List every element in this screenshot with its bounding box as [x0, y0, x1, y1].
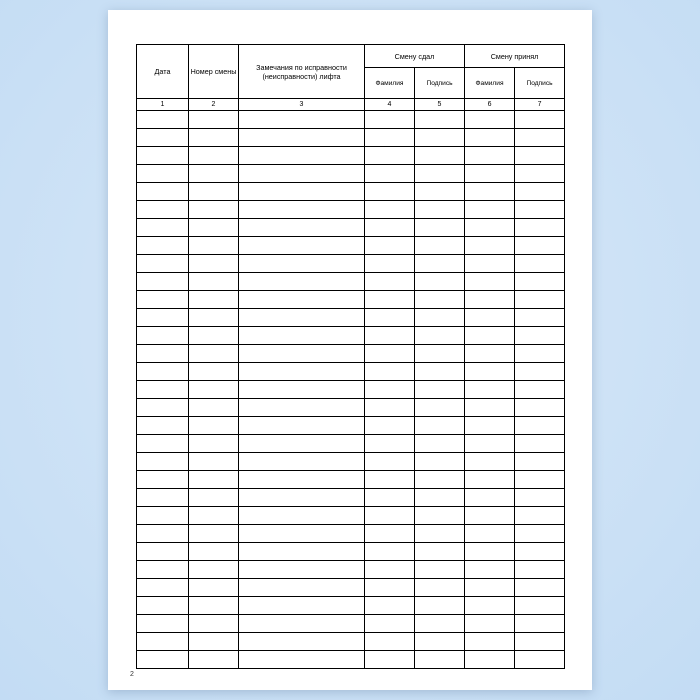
table-cell: [189, 237, 239, 255]
table-cell: [189, 435, 239, 453]
table-cell: [137, 381, 189, 399]
table-cell: [515, 399, 565, 417]
table-cell: [189, 255, 239, 273]
table-cell: [515, 273, 565, 291]
table-cell: [239, 435, 365, 453]
table-cell: [137, 561, 189, 579]
table-cell: [415, 525, 465, 543]
table-row: [137, 471, 565, 489]
table-cell: [515, 633, 565, 651]
table-cell: [239, 201, 365, 219]
table-cell: [189, 219, 239, 237]
header-shift-handed-over: Смену сдал: [365, 45, 465, 68]
table-cell: [415, 219, 465, 237]
table-cell: [415, 201, 465, 219]
header-row-groups: [137, 45, 565, 68]
table-row: [137, 237, 565, 255]
table-row: [137, 183, 565, 201]
table-cell: [515, 525, 565, 543]
table-cell: [415, 327, 465, 345]
table-cell: [515, 111, 565, 129]
table-cell: [415, 309, 465, 327]
header-shift-number: Номер смены: [189, 45, 239, 99]
table-cell: [137, 615, 189, 633]
table-cell: [239, 129, 365, 147]
table-cell: [239, 399, 365, 417]
table-cell: [465, 327, 515, 345]
table-cell: [515, 561, 565, 579]
table-cell: [415, 453, 465, 471]
table-cell: [465, 651, 515, 669]
table-cell: [239, 165, 365, 183]
table-row: [137, 327, 565, 345]
table-cell: [239, 273, 365, 291]
table-cell: [189, 183, 239, 201]
table-cell: [239, 525, 365, 543]
table-cell: [365, 363, 415, 381]
table-cell: [515, 129, 565, 147]
table-cell: [189, 363, 239, 381]
table-cell: [137, 291, 189, 309]
table-cell: [239, 219, 365, 237]
table-cell: [465, 435, 515, 453]
table-cell: [465, 201, 515, 219]
table-cell: [365, 111, 415, 129]
table-cell: [365, 507, 415, 525]
table-cell: [239, 543, 365, 561]
table-cell: [137, 651, 189, 669]
header-accepted-surname: Фамилия: [465, 68, 515, 99]
table-row: [137, 525, 565, 543]
table-cell: [515, 489, 565, 507]
table-cell: [415, 165, 465, 183]
table-cell: [137, 399, 189, 417]
table-cell: [415, 417, 465, 435]
table-cell: [365, 615, 415, 633]
table-cell: [365, 525, 415, 543]
table-cell: [137, 525, 189, 543]
table-cell: [137, 219, 189, 237]
header-date: Дата: [137, 45, 189, 99]
table-cell: [239, 453, 365, 471]
column-number-2: 2: [189, 99, 239, 111]
table-row: [137, 147, 565, 165]
table-row: [137, 651, 565, 669]
table-cell: [189, 327, 239, 345]
table-row: [137, 291, 565, 309]
table-cell: [239, 417, 365, 435]
table-cell: [515, 147, 565, 165]
table-cell: [189, 507, 239, 525]
table-cell: [189, 651, 239, 669]
table-cell: [515, 327, 565, 345]
table-cell: [365, 219, 415, 237]
table-cell: [515, 417, 565, 435]
table-cell: [465, 399, 515, 417]
table-cell: [515, 219, 565, 237]
table-cell: [189, 309, 239, 327]
table-row: [137, 309, 565, 327]
table-cell: [415, 273, 465, 291]
table-cell: [465, 255, 515, 273]
table-cell: [365, 309, 415, 327]
table-row: [137, 633, 565, 651]
table-header: [137, 45, 565, 99]
table-cell: [415, 615, 465, 633]
table-row: [137, 615, 565, 633]
table-cell: [365, 417, 415, 435]
table-cell: [515, 345, 565, 363]
table-cell: [239, 183, 365, 201]
table-cell: [515, 165, 565, 183]
header-handed-surname: Фамилия: [365, 68, 415, 99]
table-cell: [239, 507, 365, 525]
table-cell: [239, 345, 365, 363]
table-cell: [239, 489, 365, 507]
table-cell: [137, 543, 189, 561]
table-cell: [189, 615, 239, 633]
table-cell: [465, 453, 515, 471]
table-cell: [189, 345, 239, 363]
table-cell: [515, 435, 565, 453]
table-cell: [365, 633, 415, 651]
table-cell: [365, 183, 415, 201]
header-shift-accepted: Смену принял: [465, 45, 565, 68]
table-cell: [365, 255, 415, 273]
table-cell: [465, 633, 515, 651]
table-cell: [239, 237, 365, 255]
table-cell: [465, 525, 515, 543]
table-cell: [415, 435, 465, 453]
table-cell: [365, 291, 415, 309]
table-cell: [189, 489, 239, 507]
table-row: [137, 435, 565, 453]
table-cell: [189, 165, 239, 183]
table-cell: [415, 381, 465, 399]
table-cell: [189, 399, 239, 417]
table-cell: [239, 633, 365, 651]
table-cell: [515, 237, 565, 255]
table-cell: [365, 381, 415, 399]
table-cell: [465, 417, 515, 435]
table-cell: [415, 543, 465, 561]
table-cell: [415, 633, 465, 651]
table-cell: [137, 201, 189, 219]
table-cell: [365, 129, 415, 147]
table-cell: [365, 543, 415, 561]
table-cell: [137, 147, 189, 165]
column-number-4: 4: [365, 99, 415, 111]
table-cell: [189, 111, 239, 129]
table-cell: [365, 327, 415, 345]
table-cell: [137, 111, 189, 129]
table-cell: [189, 453, 239, 471]
table-cell: [189, 561, 239, 579]
table-cell: [415, 237, 465, 255]
table-cell: [365, 273, 415, 291]
table-cell: [365, 201, 415, 219]
table-cell: [189, 273, 239, 291]
table-cell: [365, 561, 415, 579]
table-cell: [239, 471, 365, 489]
table-cell: [415, 597, 465, 615]
table-cell: [515, 471, 565, 489]
table-cell: [137, 435, 189, 453]
table-cell: [415, 291, 465, 309]
table-cell: [239, 309, 365, 327]
table-cell: [415, 147, 465, 165]
table-cell: [465, 147, 515, 165]
table-cell: [365, 651, 415, 669]
table-cell: [137, 453, 189, 471]
table-cell: [465, 165, 515, 183]
table-cell: [239, 111, 365, 129]
table-cell: [137, 597, 189, 615]
table-cell: [465, 129, 515, 147]
table-cell: [137, 129, 189, 147]
table-cell: [137, 183, 189, 201]
table-cell: [365, 147, 415, 165]
table-cell: [137, 579, 189, 597]
header-remarks: Замечания по исправности (неисправности) лифта: [239, 45, 365, 99]
table-cell: [189, 525, 239, 543]
table-cell: [515, 453, 565, 471]
table-cell: [465, 561, 515, 579]
table-cell: [137, 309, 189, 327]
table-row: [137, 255, 565, 273]
table-row: [137, 579, 565, 597]
table-cell: [137, 255, 189, 273]
table-cell: [515, 255, 565, 273]
table-cell: [515, 615, 565, 633]
table-cell: [515, 651, 565, 669]
table-cell: [465, 471, 515, 489]
table-cell: [515, 291, 565, 309]
table-row: [137, 399, 565, 417]
table-cell: [465, 543, 515, 561]
table-cell: [415, 579, 465, 597]
table-cell: [415, 183, 465, 201]
column-number-3: 3: [239, 99, 365, 111]
header-handed-signature: Подпись: [415, 68, 465, 99]
column-number-5: 5: [415, 99, 465, 111]
table-cell: [365, 579, 415, 597]
column-number-6: 6: [465, 99, 515, 111]
table-cell: [465, 237, 515, 255]
table-cell: [415, 255, 465, 273]
column-number-1: 1: [137, 99, 189, 111]
table-row: [137, 507, 565, 525]
column-number-7: 7: [515, 99, 565, 111]
table-cell: [239, 597, 365, 615]
table-cell: [415, 399, 465, 417]
table-row: [137, 219, 565, 237]
table-cell: [465, 111, 515, 129]
table-row: [137, 201, 565, 219]
table-cell: [239, 291, 365, 309]
table-cell: [137, 273, 189, 291]
table-body: [137, 99, 565, 669]
table-cell: [465, 489, 515, 507]
table-cell: [515, 381, 565, 399]
table-cell: [515, 309, 565, 327]
table-cell: [465, 219, 515, 237]
table-cell: [189, 201, 239, 219]
table-cell: [415, 561, 465, 579]
table-cell: [189, 633, 239, 651]
table-cell: [515, 507, 565, 525]
table-cell: [515, 543, 565, 561]
table-row: [137, 165, 565, 183]
table-cell: [189, 543, 239, 561]
table-row: [137, 381, 565, 399]
table-cell: [137, 471, 189, 489]
table-row: [137, 417, 565, 435]
table-row: [137, 543, 565, 561]
table-cell: [365, 453, 415, 471]
table-cell: [137, 489, 189, 507]
table-cell: [465, 381, 515, 399]
table-cell: [465, 309, 515, 327]
table-cell: [239, 651, 365, 669]
table-row: [137, 453, 565, 471]
document-page: [108, 10, 592, 690]
table-cell: [365, 399, 415, 417]
table-cell: [465, 273, 515, 291]
table-cell: [365, 165, 415, 183]
table-cell: [189, 417, 239, 435]
table-cell: [239, 327, 365, 345]
table-cell: [465, 615, 515, 633]
table-cell: [365, 471, 415, 489]
table-cell: [189, 147, 239, 165]
header-accepted-signature: Подпись: [515, 68, 565, 99]
table-cell: [239, 561, 365, 579]
table-cell: [137, 237, 189, 255]
table-cell: [465, 345, 515, 363]
table-row: [137, 345, 565, 363]
table-cell: [239, 147, 365, 165]
table-cell: [365, 597, 415, 615]
table-cell: [137, 327, 189, 345]
table-cell: [189, 129, 239, 147]
table-cell: [137, 507, 189, 525]
table-cell: [137, 363, 189, 381]
table-row: [137, 111, 565, 129]
table-cell: [189, 579, 239, 597]
table-cell: [465, 597, 515, 615]
page-number: 2: [130, 671, 134, 678]
table-cell: [415, 111, 465, 129]
table-cell: [137, 165, 189, 183]
table-cell: [189, 381, 239, 399]
table-cell: [365, 237, 415, 255]
table-cell: [415, 489, 465, 507]
table-cell: [465, 507, 515, 525]
table-row: [137, 597, 565, 615]
table-cell: [137, 633, 189, 651]
table-cell: [515, 183, 565, 201]
table-cell: [239, 255, 365, 273]
table-cell: [239, 579, 365, 597]
table-cell: [415, 651, 465, 669]
table-cell: [465, 579, 515, 597]
table-cell: [365, 489, 415, 507]
table-cell: [239, 615, 365, 633]
table-cell: [415, 363, 465, 381]
table-cell: [515, 597, 565, 615]
table-cell: [515, 201, 565, 219]
table-cell: [415, 129, 465, 147]
table-cell: [189, 291, 239, 309]
table-cell: [189, 597, 239, 615]
table-row: [137, 273, 565, 291]
table-cell: [137, 345, 189, 363]
table-cell: [515, 579, 565, 597]
table-cell: [137, 417, 189, 435]
table-row: [137, 129, 565, 147]
table-row: [137, 363, 565, 381]
table-row: [137, 489, 565, 507]
table-cell: [415, 507, 465, 525]
table-cell: [365, 345, 415, 363]
table-cell: [239, 363, 365, 381]
column-number-row: [137, 99, 565, 111]
table-cell: [515, 363, 565, 381]
table-cell: [415, 345, 465, 363]
table-cell: [365, 435, 415, 453]
table-cell: [465, 291, 515, 309]
lift-shift-journal-table: [136, 44, 565, 669]
table-cell: [465, 363, 515, 381]
table-cell: [465, 183, 515, 201]
table-row: [137, 561, 565, 579]
table-cell: [415, 471, 465, 489]
table-cell: [189, 471, 239, 489]
table-cell: [239, 381, 365, 399]
